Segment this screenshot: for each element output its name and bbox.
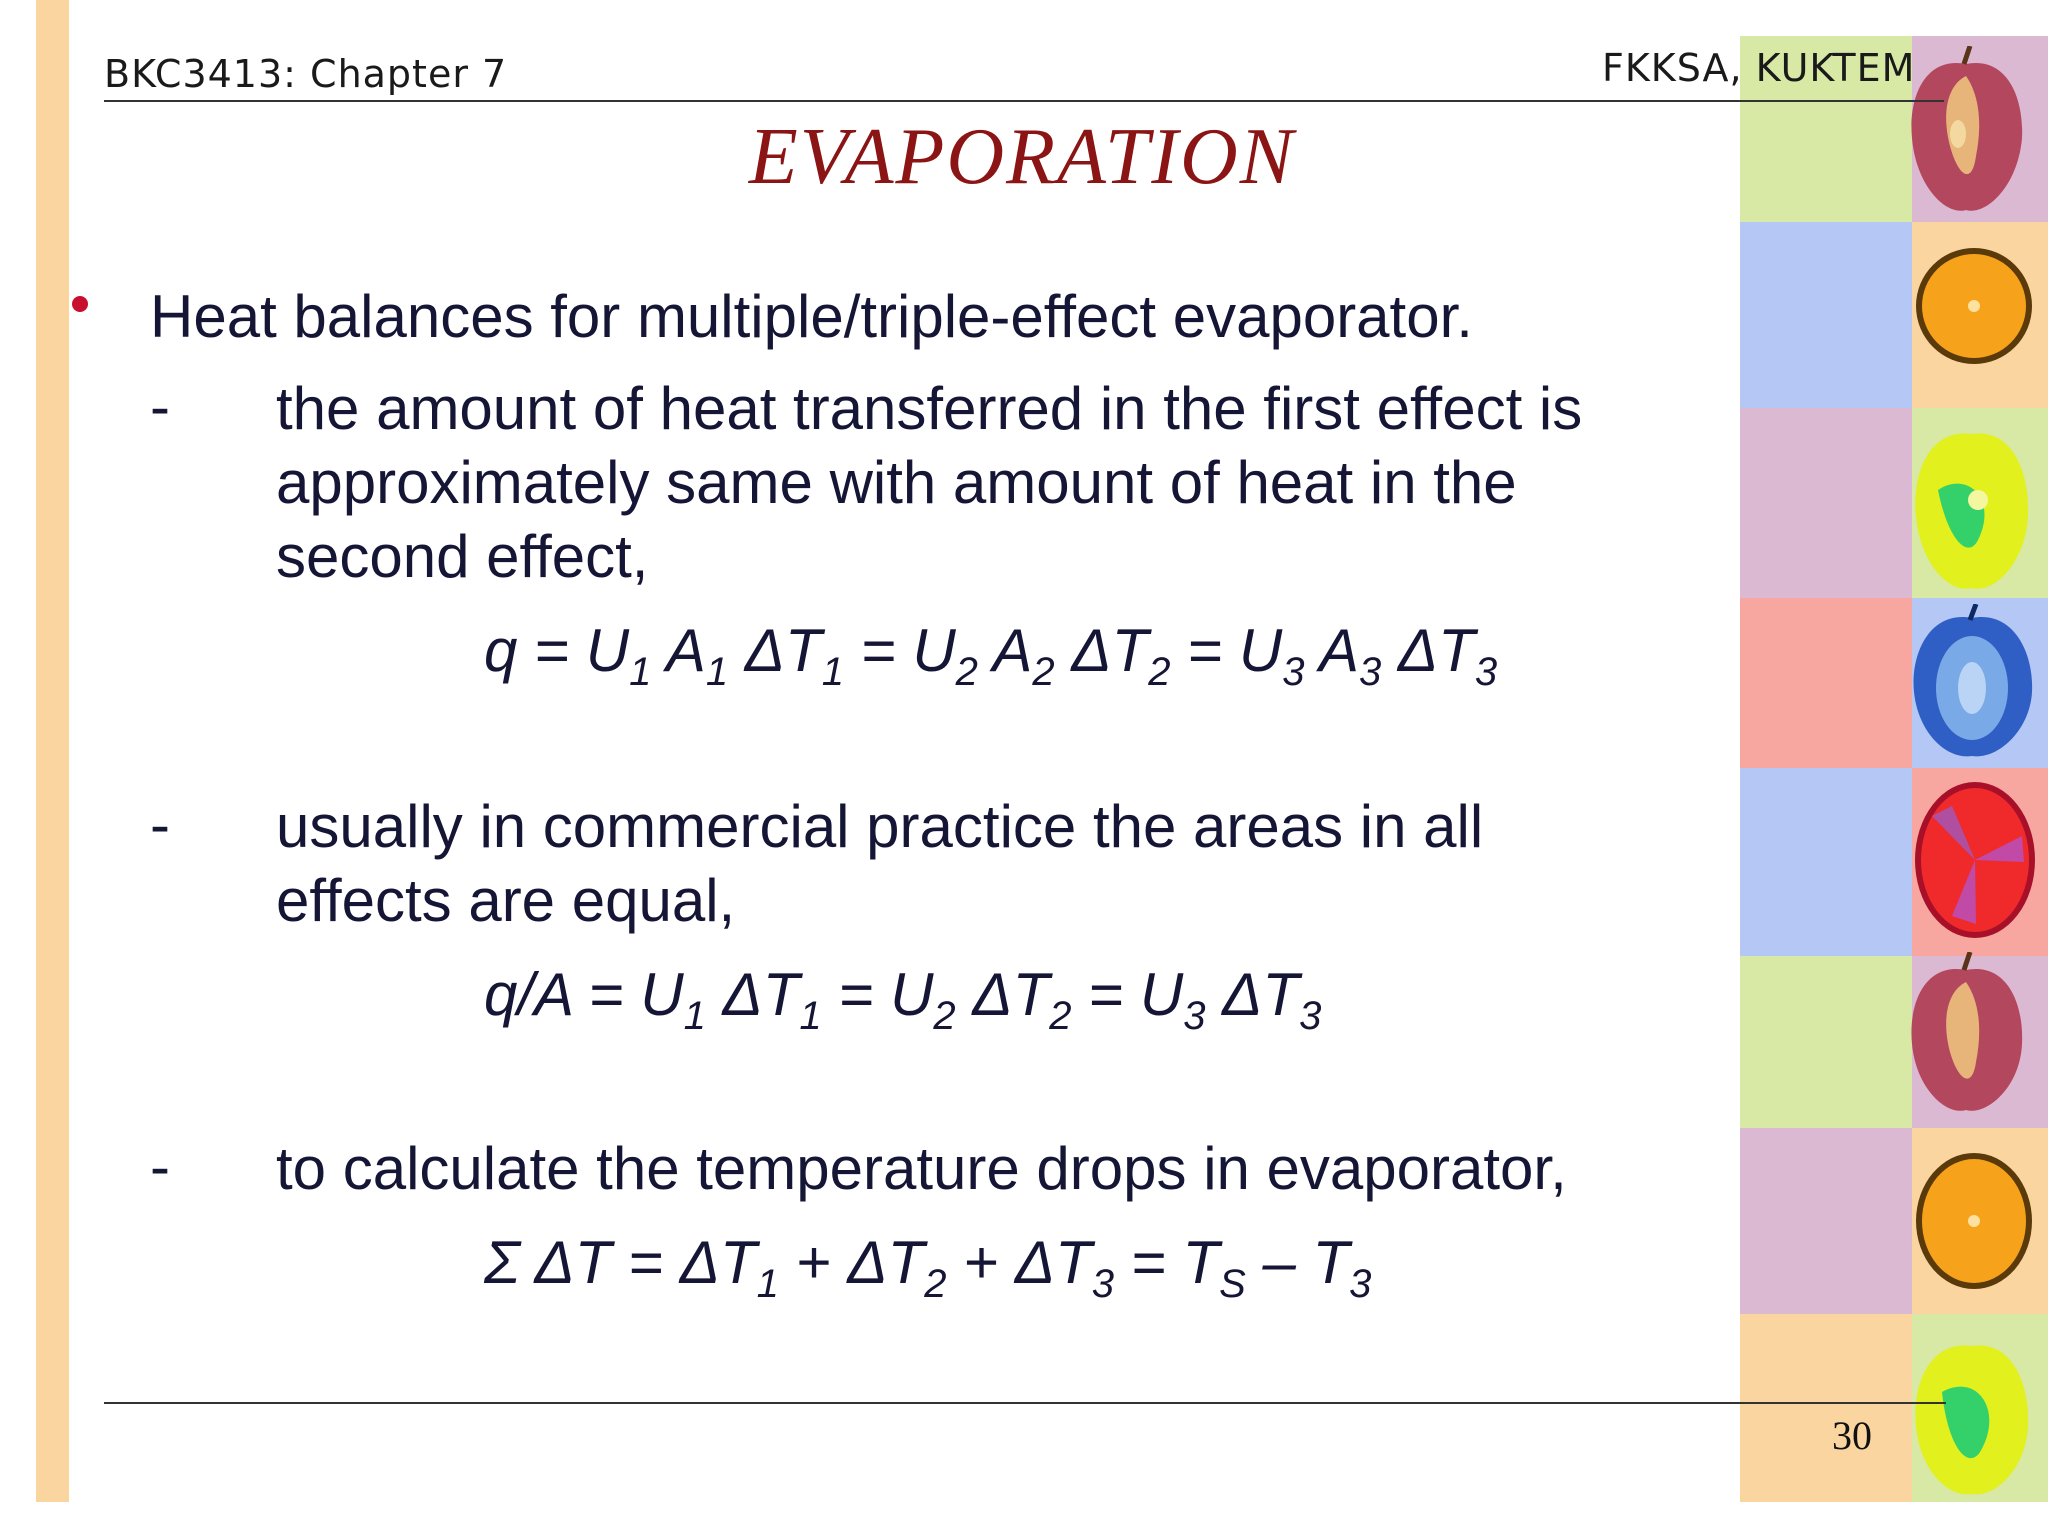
text-line: second effect, [276, 523, 649, 590]
left-accent-bar [36, 0, 69, 1502]
red-apple-icon [1906, 952, 2028, 1122]
equation-text: $q = U_1$ $A_1$ $\Delta T_1 = U_2$ $A_2$ $\Delta T_2 = U_3$ $A_3$ $\Delta T_3$ [484, 617, 1498, 694]
dash-marker: - [150, 373, 170, 440]
point-text [276, 1132, 1766, 1206]
text-line: effects are equal, [276, 867, 736, 934]
footer-divider [104, 1402, 1946, 1404]
main-bullet-text: Heat balances for multiple/triple-effect evaporator. [150, 283, 1473, 350]
course-code: BKC3413: Chapter 7 [104, 52, 508, 96]
text-line: to calculate the temperature drops in evaporator, [276, 1135, 1567, 1202]
text-line: approximately same with amount of heat in the [276, 449, 1517, 516]
equation-temperature-drops [484, 1228, 1371, 1307]
color-tile [1740, 1314, 1912, 1502]
text-line: the amount of heat transferred in the first effect is [276, 375, 1583, 442]
equation-text: Σ $\Delta T = \Delta T_1 + \Delta T_2 + \Delta T_3 = T_S - T_3$ [484, 1229, 1372, 1306]
page-number: 30 [1832, 1413, 1872, 1458]
slide-title [0, 112, 2048, 203]
orange-slice-icon [1912, 1146, 2036, 1296]
red-orange-slice-icon [1912, 776, 2038, 944]
equation-equal-areas [484, 960, 1321, 1039]
dash-marker: - [150, 791, 170, 858]
header-divider [104, 100, 1944, 102]
text-line: usually in commercial practice the areas in all [276, 793, 1484, 860]
point-text [276, 790, 1766, 938]
bottom-margin [0, 1502, 2048, 1536]
dash-marker: - [150, 1133, 170, 1200]
equation-heat-balance [484, 616, 1497, 695]
point-text [276, 372, 1766, 594]
equation-text: $q/A = U_1$ $\Delta T_1 = U_2$ $\Delta T_2 = U_3$ $\Delta T_3$ [484, 961, 1322, 1038]
slide-title-text: EVAPORATION [748, 113, 1296, 201]
orange-slice-icon [1912, 236, 2036, 376]
green-apple-icon [1908, 420, 2036, 598]
color-tile [1740, 956, 1912, 1128]
color-tile [1740, 598, 1912, 768]
bullet-icon [72, 296, 88, 312]
faculty-label: FKKSA, KUKTEM [1602, 46, 1916, 90]
green-apple-icon [1908, 1332, 2036, 1502]
blue-apple-icon [1906, 604, 2040, 764]
